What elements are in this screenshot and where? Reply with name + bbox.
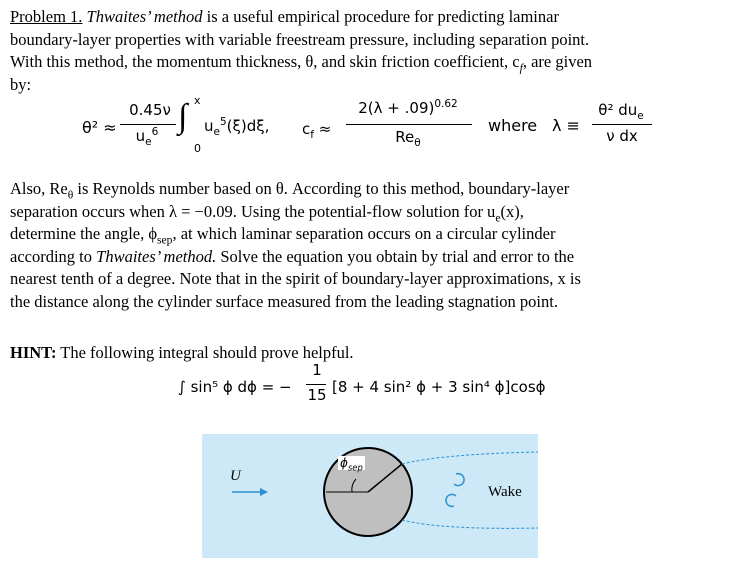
cylinder-figure xyxy=(202,434,538,558)
wake-label: Wake xyxy=(488,484,522,500)
wake-upper-line xyxy=(402,452,538,464)
integral-upper: x xyxy=(194,94,201,107)
hint-lhs: ∫ sin⁵ ϕ dϕ = − xyxy=(178,378,292,396)
integrand: $u_e^5(\xi)d\xi$, xyxy=(204,116,270,138)
theta-squared: θ² ≈ xyxy=(82,118,117,137)
body-line-4: according to Thwaites’ method. Solve the equation you obtain by trial and error to the xyxy=(10,246,575,266)
method-name: Thwaites’ method xyxy=(86,7,203,26)
fraction-2-bar xyxy=(346,124,472,125)
body-line-2: separation occurs when λ = −0.09. Using the potential-flow solution for $u_e(x)$, xyxy=(10,201,524,224)
hint-line xyxy=(10,342,728,365)
intro-line-4: by: xyxy=(10,74,32,94)
lambda-definition: λ ≡ xyxy=(552,116,580,135)
problem-body xyxy=(10,178,728,313)
fraction-1-bar xyxy=(120,124,176,125)
fraction-3-numerator: θ² $du_e$ xyxy=(598,101,644,122)
intro-text: is a useful empirical procedure for predicting laminar xyxy=(202,7,559,26)
intro-line-2: boundary-layer properties with variable freestream pressure, including separation point. xyxy=(10,29,590,49)
body-line-6: the distance along the cylinder surface measured from the leading stagnation point. xyxy=(10,291,558,311)
integral-sign: ∫ xyxy=(178,98,188,135)
fraction-1-numerator: 0.45ν xyxy=(129,101,171,119)
fraction-3-bar xyxy=(592,124,652,125)
hint-text: The following integral should prove helpful. xyxy=(56,343,354,362)
hint-title: HINT: xyxy=(10,343,57,362)
body-line-5: nearest tenth of a degree. Note that in the spirit of boundary-layer approximations, x is xyxy=(10,269,581,288)
hint-frac-bar xyxy=(306,384,326,385)
hint-frac-den: 15 xyxy=(307,386,327,404)
fraction-3-denominator: ν dx xyxy=(606,127,638,145)
integral-lower: 0 xyxy=(194,142,201,155)
hint-frac-num: 1 xyxy=(312,361,322,379)
fraction-2-denominator: $Re_\theta$ xyxy=(395,128,421,149)
hint-rhs: [8 + 4 sin² ϕ + 3 sin⁴ ϕ]cosϕ xyxy=(332,378,546,396)
where-word: where xyxy=(488,116,538,135)
u-label: U xyxy=(230,468,241,484)
intro-line-3: With this method, the momentum thickness, θ, and skin friction coefficient, $c_f$, are given xyxy=(10,52,593,75)
arrow-head-icon xyxy=(260,488,268,496)
phi-sep-label: $\phi_{sep}$ xyxy=(340,456,363,473)
fraction-1-denominator: $u_e^6$ xyxy=(135,126,159,148)
fraction-2-numerator: $2(\lambda + .09)^{0.62}$ xyxy=(358,98,458,117)
vortex-lower-icon xyxy=(446,494,456,506)
vortex-upper-icon xyxy=(454,474,464,486)
body-line-1: Also, $Re_\theta$ is Reynolds number based on θ. According to this method, boundary-layer xyxy=(10,179,570,202)
cf-lhs: $c_f$ ≈ xyxy=(302,120,332,141)
problem-label: Problem 1. xyxy=(10,7,83,26)
problem-intro xyxy=(10,6,728,96)
body-line-3: determine the angle, $\phi_{sep}$, at which laminar separation occurs on a circular cylinder xyxy=(10,224,556,247)
wake-lower-line xyxy=(402,520,538,528)
